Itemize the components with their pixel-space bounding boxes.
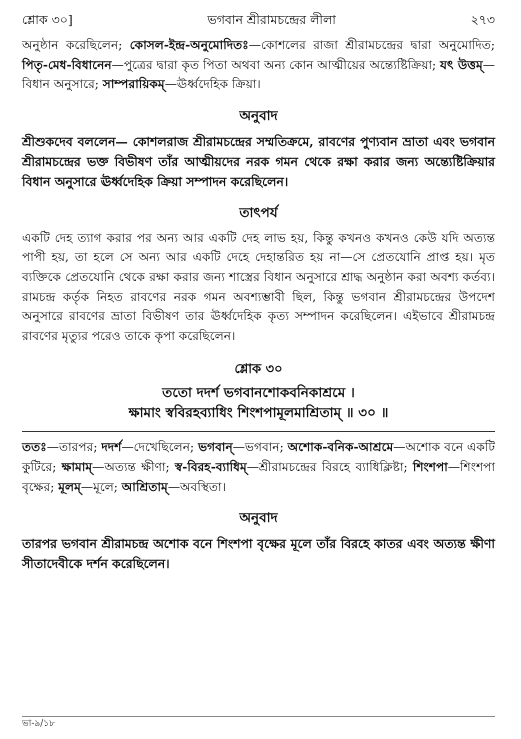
synonym-text: —অবস্থিতা।	[167, 479, 226, 494]
synonym-word: যৎ উত্তম্	[440, 57, 483, 72]
page-header	[22, 0, 495, 36]
synonym-word: দদর্শ	[101, 440, 122, 455]
translation-heading-2: অনুবাদ	[239, 510, 278, 527]
synonym-text: —অত্যন্ত ক্ষীণা;	[92, 459, 175, 474]
synonym-text: —তারপর;	[46, 440, 102, 455]
verse-line-1: ততো দদর্শ ভগবানশোকবনিকাশ্রমে ।	[162, 385, 355, 402]
synonym-text: —দেখেছিলেন;	[121, 440, 199, 455]
verse-label: শ্লোক ৩০	[234, 362, 283, 378]
divider	[22, 431, 495, 432]
synonym-text: —কোশলের রাজা শ্রীরামচন্দ্রের দ্বারা অনুমোদিত;	[248, 38, 495, 52]
header-verse-ref: শ্লোক ৩০]	[22, 12, 73, 27]
synonym-word: আশ্রিতাম্	[121, 479, 168, 494]
translation-heading: অনুবাদ	[239, 107, 278, 124]
footer-rule	[22, 716, 495, 717]
synonyms-continued	[22, 36, 495, 95]
synonym-text: —শিংশপা বৃক্ষের;	[22, 459, 495, 494]
synonym-word: শিংশপা	[412, 459, 448, 474]
page-number: ২৭৩	[470, 12, 495, 27]
synonyms	[22, 438, 495, 497]
footer-code: ভা-৯/১৮	[22, 719, 55, 729]
synonym-word: পিতৃ-মেধ-বিধানেন	[22, 57, 112, 72]
verse-line-2: ক্ষামাং স্ববিরহব্যাধিং শিংশপামূলমাশ্রিতাম্ ॥ ৩০ ॥	[128, 405, 389, 422]
synonym-text: —বিধান অনুসারে;	[22, 57, 495, 92]
synonym-word: ভগবান্	[198, 440, 233, 455]
purport-text: একটি দেহ ত্যাগ করার পর অন্য আর একটি দেহ লাভ হয়, কিন্তু কখনও কখনও কেউ যদি অত্যন্ত পাপী হয়, তা হলে সে অন্য আর একটি দেহে দেহান্তরিত হয় না—সে প্রেতযোনি প্রাপ্ত হয়। মৃত ব্যক্তিকে প্রেতযোনি থেকে রক্ষা করার জন্য শাস্ত্রের বিধান অনুসারে শ্রাদ্ধ অনুষ্ঠান করা অবশ্য কর্তব্য। রামচন্দ্র কর্তৃক নিহত রাবণের নরক গমন অবশ্যম্ভাবী ছিল, কিন্তু ভগবান শ্রীরামচন্দ্রের উপদেশ অনুসারে রাবণের ভ্রাতা বিভীষণ তার ঊর্ধ্বদেহিক কৃত্য সম্পাদন করেছিলেন। এইভাবে শ্রীরামচন্দ্র রাবণের মৃত্যুর পরেও তাকে কৃপা করেছিলেন।	[22, 230, 495, 343]
synonym-text: —ভগবান;	[232, 440, 288, 455]
synonym-word: ততঃ	[22, 440, 47, 455]
synonym-word: অশোক-বনিক-আশ্রমে	[287, 440, 394, 455]
purport-heading: তাৎপর্য	[239, 204, 278, 221]
synonym-word: কোসল-ইন্দ্র-অনুমোদিতঃ	[129, 38, 249, 52]
translation-text: শ্রীশুকদেব বললেন— কোশলরাজ শ্রীরামচন্দ্রের সম্মতিক্রমে, রাবণের পুণ্যবান ভ্রাতা এবং ভগবান শ্রীরামচন্দ্রের ভক্ত বিভীষণ তাঁর আত্মীয়দের নরক গমন থেকে রক্ষা করার জন্য অন্ত্যেষ্টিক্রিয়ার বিধান অনুসারে ঊর্ধ্বদেহিক ক্রিয়া সম্পাদন করেছিলেন।	[22, 133, 495, 189]
synonym-text: —ঊর্ধ্বদেহিক ক্রিয়া।	[164, 77, 261, 92]
synonym-text: অনুষ্ঠান করেছিলেন;	[22, 38, 130, 52]
synonym-word: সাম্পরায়িকম্	[102, 77, 165, 92]
header-title: ভগবান শ্রীরামচন্দ্রের লীলা	[207, 12, 336, 27]
translation-text-2: তারপর ভগবান শ্রীরামচন্দ্র অশোক বনে শিংশপা বৃক্ষের মূলে তাঁর বিরহে কাতর এবং অত্যন্ত ক্ষীণা সীতাদেবীকে দর্শন করেছিলেন।	[22, 536, 495, 572]
synonym-word: স্ব-বিরহ-ব্যাধিম্	[174, 459, 247, 474]
synonym-text: —অশোক বনে একটি কুটিরে;	[22, 440, 495, 474]
synonym-text: —শ্রীরামচন্দ্রের বিরহে ব্যাধিক্লিষ্টা;	[246, 459, 413, 474]
synonym-word: মূলম্	[58, 479, 81, 494]
synonym-text: —মূলে;	[80, 479, 122, 494]
synonym-text: —পুত্রের দ্বারা কৃত পিতা অথবা অন্য কোন আত্মীয়ের অন্ত্যেষ্টিক্রিয়া;	[111, 57, 441, 72]
synonym-word: ক্ষামাম্	[61, 459, 93, 474]
